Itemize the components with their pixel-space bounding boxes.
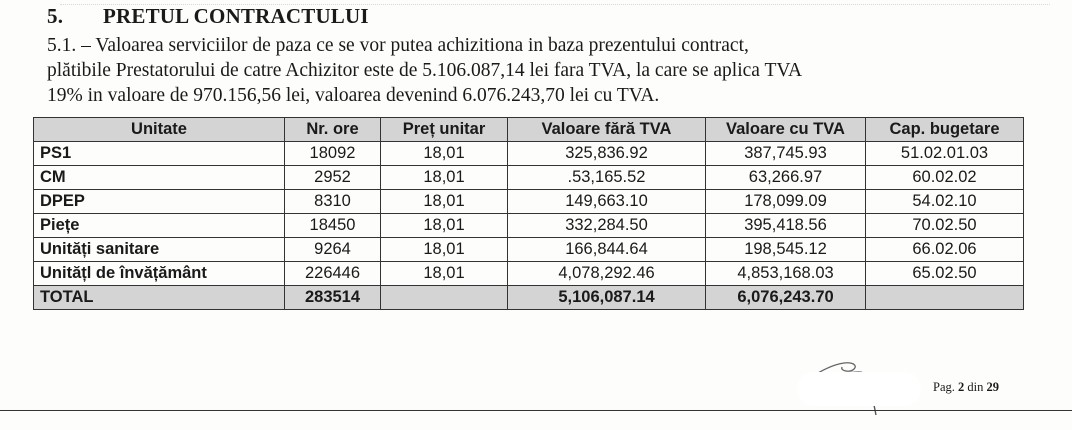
- cell-value-with-vat: 63,266.97: [706, 166, 866, 190]
- column-header-value-with-vat: Valoare cu TVA: [706, 118, 866, 142]
- table-row: [34, 190, 1024, 214]
- cell-hours: 8310: [285, 190, 381, 214]
- cell-value-with-vat: 178,099.09: [706, 190, 866, 214]
- table-row: [34, 238, 1024, 262]
- paragraph-line-3: 19% in valoare de 970.156,56 lei, valoarea devenind 6.076.243,70 lei cu TVA.: [47, 85, 660, 106]
- cell-value-no-vat: .53,165.52: [508, 166, 706, 190]
- cell-unit-price: 18,01: [381, 238, 508, 262]
- cell-value-no-vat: 4,078,292.46: [508, 262, 706, 286]
- cell-budget-chapter: 66.02.06: [866, 238, 1024, 262]
- page-separator: din: [967, 380, 984, 394]
- cell-unit-price: 18,01: [381, 166, 508, 190]
- footer-divider: [0, 410, 1072, 411]
- table-row: [34, 262, 1024, 286]
- total-label: TOTAL: [34, 286, 285, 310]
- table-row: [34, 142, 1024, 166]
- column-header-value-no-vat: Valoare fără TVA: [508, 118, 706, 142]
- cell-value-with-vat: 198,545.12: [706, 238, 866, 262]
- total-value-with-vat: 6,076,243.70: [706, 286, 866, 310]
- table-total-row: [34, 286, 1024, 310]
- table-row: [34, 166, 1024, 190]
- cell-value-no-vat: 325,836.92: [508, 142, 706, 166]
- section-title: PRETUL CONTRACTULUI: [103, 4, 369, 28]
- section-heading: [47, 4, 369, 29]
- column-header-unit-price: Preț unitar: [381, 118, 508, 142]
- contract-value-paragraph: [47, 33, 1027, 108]
- table-row: [34, 214, 1024, 238]
- cell-value-with-vat: 387,745.93: [706, 142, 866, 166]
- cell-budget-chapter: 70.02.50: [866, 214, 1024, 238]
- cell-unit: Piețe: [34, 214, 285, 238]
- paragraph-line-1: 5.1. – Valoarea serviciilor de paza ce se vor putea achizitiona in baza prezentului contract,: [47, 35, 749, 56]
- cell-budget-chapter: 54.02.10: [866, 190, 1024, 214]
- cell-hours: 2952: [285, 166, 381, 190]
- cell-budget-chapter: 51.02.01.03: [866, 142, 1024, 166]
- redacted-area: [797, 372, 921, 406]
- page-current: 2: [958, 380, 965, 394]
- page-total: 29: [986, 380, 999, 394]
- total-budget-chapter: [866, 286, 1024, 310]
- column-header-unit: Unitate: [34, 118, 285, 142]
- cell-unit: Unități sanitare: [34, 238, 285, 262]
- page-prefix: Pag.: [933, 380, 955, 394]
- cell-hours: 226446: [285, 262, 381, 286]
- cell-value-with-vat: 395,418.56: [706, 214, 866, 238]
- cell-unit: PS1: [34, 142, 285, 166]
- cell-unit-price: 18,01: [381, 190, 508, 214]
- cell-unit: CM: [34, 166, 285, 190]
- column-header-budget-chapter: Cap. bugetare: [866, 118, 1024, 142]
- page-number: [933, 380, 999, 395]
- total-hours: 283514: [285, 286, 381, 310]
- cell-value-no-vat: 166,844.64: [508, 238, 706, 262]
- total-unit-price: [381, 286, 508, 310]
- cell-value-no-vat: 332,284.50: [508, 214, 706, 238]
- total-value-no-vat: 5,106,087.14: [508, 286, 706, 310]
- table-header-row: [34, 118, 1024, 142]
- paragraph-line-2: plătibile Prestatorului de catre Achizitor este de 5.106.087,14 lei fara TVA, la care se aplica TVA: [47, 60, 803, 81]
- column-header-hours: Nr. ore: [285, 118, 381, 142]
- cell-unit-price: 18,01: [381, 214, 508, 238]
- cell-budget-chapter: 65.02.50: [866, 262, 1024, 286]
- price-table: [33, 117, 1024, 310]
- cell-hours: 18092: [285, 142, 381, 166]
- cell-value-with-vat: 4,853,168.03: [706, 262, 866, 286]
- section-number: 5.: [47, 4, 64, 28]
- cell-value-no-vat: 149,663.10: [508, 190, 706, 214]
- cell-unit: Unitățl de învățământ: [34, 262, 285, 286]
- cell-unit-price: 18,01: [381, 262, 508, 286]
- cell-unit: DPEP: [34, 190, 285, 214]
- cell-budget-chapter: 60.02.02: [866, 166, 1024, 190]
- cell-unit-price: 18,01: [381, 142, 508, 166]
- cell-hours: 9264: [285, 238, 381, 262]
- cell-hours: 18450: [285, 214, 381, 238]
